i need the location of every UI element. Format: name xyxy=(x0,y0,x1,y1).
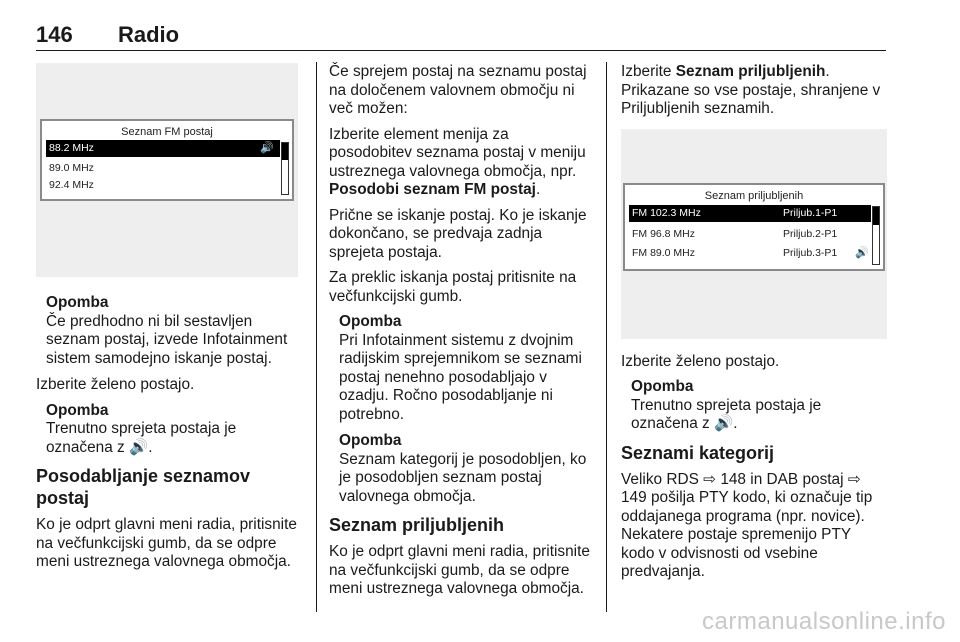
favourites-slot: Priljub.3-P1 xyxy=(783,246,838,259)
fm-list-title: Seznam FM postaj xyxy=(121,126,213,138)
paragraph: Izberite želeno postajo. xyxy=(621,352,780,370)
note-text: Trenutno sprejeta postaja je označena z xyxy=(46,420,237,456)
favourites-station: FM 102.3 MHz xyxy=(632,206,701,219)
paragraph: Ko je odprt glavni meni radia, pritisnite na večfunkcijski gumb, da se odpre meni ustreznega valovnega območja. xyxy=(36,516,297,570)
favourites-row[interactable] xyxy=(629,226,871,243)
fm-list-scrollbar[interactable] xyxy=(281,142,289,195)
page-reference[interactable]: 149 xyxy=(621,489,647,506)
favourites-title: Seznam priljubljenih xyxy=(704,189,804,202)
note-block: Opomba Trenutno sprejeta postaja je označena z 🔊. xyxy=(46,402,298,458)
fm-list-row-label: 92.4 MHz xyxy=(49,179,94,191)
note-block xyxy=(339,313,595,424)
paragraph: Izberite Seznam priljubljenih. Prikazane so vse postaje, shranjene v Priljubljenih seznamih. xyxy=(621,63,881,117)
header-rule xyxy=(36,50,886,51)
favourites-slot: Priljub.1-P1 xyxy=(783,206,838,219)
favourites-station: FM 89.0 MHz xyxy=(632,246,696,259)
speaker-icon: 🔊 xyxy=(129,438,149,456)
note-text: Trenutno sprejeta postaja je označena z xyxy=(631,396,822,432)
watermark: carmanualsonline.info xyxy=(702,608,946,635)
fm-list-row-label: 89.0 MHz xyxy=(49,162,94,174)
favourites-slot: Priljub.2-P1 xyxy=(783,227,838,240)
note-title: Opomba xyxy=(46,401,109,419)
note-text: Pri Infotainment sistemu z dvojnim radijskim sprejemnikom se seznami postaj nenehno posodabljajo v ozadju. Ročno posodabljanje ni potrebno. xyxy=(339,331,582,423)
note-text: Seznam kategorij je posodobljen, ko je posodobljen seznam postaj valovnega območja. xyxy=(339,450,587,505)
page-number: 146 xyxy=(36,22,73,47)
column-divider-2 xyxy=(606,62,607,612)
favourites-station: FM 96.8 MHz xyxy=(632,227,696,240)
note-block: Opomba Trenutno sprejeta postaja je označena z 🔊. xyxy=(631,378,887,434)
column-2 xyxy=(329,63,595,606)
note-title: Opomba xyxy=(339,313,402,330)
chapter-title: Radio xyxy=(118,22,180,47)
section-heading: Seznam priljubljenih xyxy=(329,515,505,535)
fm-list-row[interactable] xyxy=(46,160,280,177)
fm-list-scroll-thumb[interactable] xyxy=(282,143,288,160)
note-block xyxy=(339,432,595,506)
column-3 xyxy=(621,63,887,589)
section-heading: Seznami kategorij xyxy=(621,442,775,463)
page-reference-arrow-icon: ⇨ xyxy=(847,470,861,488)
favourites-list-figure xyxy=(621,129,887,339)
note-text: Če predhodno ni bil sestavljen seznam postaj, izvede Infotainment sistem samodejno iskanje postaj. xyxy=(46,312,288,367)
paragraph: Veliko RDS ⇨ 148 in DAB postaj ⇨ 149 pošilja PTY kodo, ki označuje tip oddajanega programa (npr. novice). Nekatere postaje spremenijo PTY kodo v odvisnosti od vsebine predvajanja. xyxy=(621,470,873,580)
note-title: Opomba xyxy=(339,432,402,449)
paragraph: Prične se iskanje postaj. Ko je iskanje dokončano, se predvaja zadnja sprejeta postaja. xyxy=(329,206,587,261)
favourites-row-selected[interactable] xyxy=(629,205,871,222)
column-1 xyxy=(36,63,298,579)
note-block xyxy=(46,294,298,368)
paragraph: Ko je odprt glavni meni radia, pritisnite na večfunkcijski gumb, da se odpre meni ustreznega valovnega območja. xyxy=(329,543,590,597)
favourites-row[interactable] xyxy=(629,245,871,262)
speaker-icon: 🔊 xyxy=(714,415,734,432)
page-header xyxy=(36,22,886,50)
favourites-scrollbar[interactable] xyxy=(872,206,880,265)
column-divider-1 xyxy=(316,62,317,612)
paragraph: Za preklic iskanja postaj pritisnite na večfunkcijski gumb. xyxy=(329,269,577,305)
fm-list-screen xyxy=(40,119,294,201)
page-reference[interactable]: 148 xyxy=(720,470,746,488)
paragraph: Izberite element menija za posodobitev seznama postaj v meniju ustreznega valovnega območja, npr. Posodobi seznam FM postaj. xyxy=(329,125,586,198)
fm-list-row-selected[interactable] xyxy=(46,140,280,157)
fm-list-row[interactable] xyxy=(46,177,280,194)
menu-item-reference: Posodobi seznam FM postaj xyxy=(329,181,536,198)
section-heading: Posodabljanje seznamov postaj xyxy=(36,466,251,508)
favourites-scroll-thumb[interactable] xyxy=(873,207,879,225)
speaker-icon: 🔊 xyxy=(260,142,274,154)
favourites-screen xyxy=(623,183,885,271)
paragraph: Izberite želeno postajo. xyxy=(36,376,195,393)
page-reference-arrow-icon: ⇨ xyxy=(703,470,717,488)
paragraph: Če sprejem postaj na seznamu postaj na določenem valovnem območju ni več možen: xyxy=(329,63,587,117)
note-title: Opomba xyxy=(46,294,109,311)
note-title: Opomba xyxy=(631,378,694,395)
fm-station-list-figure xyxy=(36,63,298,277)
speaker-icon: 🔊 xyxy=(855,246,869,259)
menu-item-reference: Seznam priljubljenih xyxy=(675,63,826,80)
fm-list-row-label: 88.2 MHz xyxy=(49,142,94,154)
